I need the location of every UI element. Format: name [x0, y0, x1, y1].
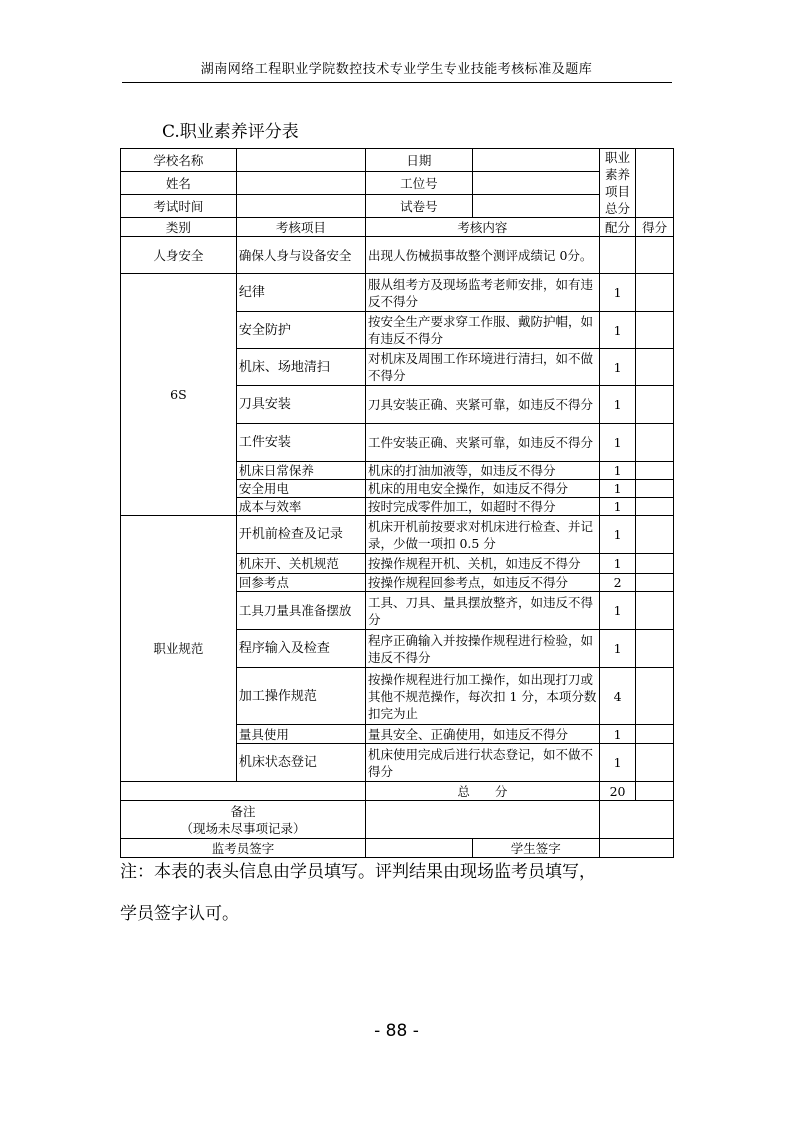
total-row-blank — [121, 782, 366, 801]
content-cell: 服从组考方及现场监考老师安排，如有违反不得分 — [365, 274, 599, 312]
score-field[interactable] — [636, 516, 674, 554]
content-cell: 按操作规程进行加工操作，如出现打刀或其他不规范操作，每次扣 1 分，本项分数扣完为止 — [365, 668, 599, 725]
job-no-field[interactable] — [472, 172, 599, 195]
total-row — [121, 782, 674, 801]
item-cell: 机床日常保养 — [236, 462, 365, 480]
points-cell: 1 — [599, 744, 636, 782]
item-cell: 成本与效率 — [236, 498, 365, 516]
category-6s: 6S — [121, 274, 237, 516]
table-row — [121, 274, 674, 312]
school-label: 学校名称 — [121, 149, 237, 172]
points-cell: 1 — [599, 480, 636, 498]
signature-row — [121, 839, 674, 858]
table-row — [121, 237, 674, 274]
note-line-2: 学员签字认可。 — [120, 904, 239, 924]
remarks-label: 备注 — [230, 803, 256, 819]
score-field[interactable] — [636, 744, 674, 782]
remarks-field[interactable] — [365, 801, 599, 839]
remarks-extra-field[interactable] — [599, 801, 673, 839]
item-cell: 程序输入及检查 — [236, 630, 365, 668]
paper-no-label: 试卷号 — [365, 195, 472, 218]
points-cell: 1 — [599, 312, 636, 349]
col-points: 配分 — [599, 218, 636, 237]
item-cell: 安全用电 — [236, 480, 365, 498]
content-cell: 按时完成零件加工，如超时不得分 — [365, 498, 599, 516]
content-cell: 出现人伤械损事故整个测评成绩记 0分。 — [365, 237, 599, 274]
note-line-1: 注：本表的表头信息由学员填写。评判结果由现场监考员填写， — [120, 862, 596, 882]
paper-no-field[interactable] — [472, 195, 599, 218]
total-score-field[interactable] — [636, 149, 674, 218]
item-cell: 机床开、关机规范 — [236, 554, 365, 574]
item-cell: 加工操作规范 — [236, 668, 365, 725]
score-field[interactable] — [636, 274, 674, 312]
score-field[interactable] — [636, 630, 674, 668]
remarks-label-cell — [121, 801, 366, 839]
name-label: 姓名 — [121, 172, 237, 195]
col-category: 类别 — [121, 218, 237, 237]
content-cell: 对机床及周围工作环境进行清扫，如不做不得分 — [365, 349, 599, 386]
score-field[interactable] — [636, 480, 674, 498]
item-cell: 确保人身与设备安全 — [236, 237, 365, 274]
points-cell: 4 — [599, 668, 636, 725]
score-field[interactable] — [636, 592, 674, 630]
item-cell: 工件安装 — [236, 424, 365, 462]
points-cell: 1 — [599, 498, 636, 516]
points-cell — [599, 237, 636, 274]
item-cell: 量具使用 — [236, 725, 365, 744]
proctor-signature-field[interactable] — [365, 839, 472, 858]
proctor-signature-label: 监考员签字 — [121, 839, 366, 858]
total-label: 职业素养项目总分 — [599, 149, 636, 218]
form-row-name — [121, 172, 674, 195]
points-cell: 1 — [599, 424, 636, 462]
category-personal-safety: 人身安全 — [121, 237, 237, 274]
item-cell: 安全防护 — [236, 312, 365, 349]
exam-time-label: 考试时间 — [121, 195, 237, 218]
student-signature-label: 学生签字 — [472, 839, 599, 858]
item-cell: 纪律 — [236, 274, 365, 312]
category-professional-norms: 职业规范 — [121, 516, 237, 782]
total-row-label: 总 分 — [365, 782, 599, 801]
score-field[interactable] — [636, 725, 674, 744]
scoring-table — [120, 148, 674, 858]
col-content: 考核内容 — [365, 218, 599, 237]
header-rule — [122, 82, 672, 83]
student-signature-field[interactable] — [599, 839, 673, 858]
score-field[interactable] — [636, 668, 674, 725]
content-cell: 机床使用完成后进行状态登记，如不做不得分 — [365, 744, 599, 782]
col-score: 得分 — [636, 218, 674, 237]
column-header-row — [121, 218, 674, 237]
remarks-sublabel: （现场未尽事项记录） — [180, 820, 306, 836]
points-cell: 1 — [599, 349, 636, 386]
points-cell: 2 — [599, 574, 636, 592]
item-cell: 机床状态登记 — [236, 744, 365, 782]
col-item: 考核项目 — [236, 218, 365, 237]
points-cell: 1 — [599, 386, 636, 424]
score-field[interactable] — [636, 237, 674, 274]
content-cell: 刀具安装正确、夹紧可靠，如违反不得分 — [365, 386, 599, 424]
points-cell: 1 — [599, 725, 636, 744]
content-cell: 按操作规程回参考点，如违反不得分 — [365, 574, 599, 592]
score-field[interactable] — [636, 462, 674, 480]
content-cell: 按安全生产要求穿工作服、戴防护帽，如有违反不得分 — [365, 312, 599, 349]
date-label: 日期 — [365, 149, 472, 172]
content-cell: 工具、刀具、量具摆放整齐，如违反不得分 — [365, 592, 599, 630]
name-field[interactable] — [236, 172, 365, 195]
date-field[interactable] — [472, 149, 599, 172]
form-row-exam — [121, 195, 674, 218]
score-field[interactable] — [636, 349, 674, 386]
points-cell: 1 — [599, 630, 636, 668]
points-cell: 1 — [599, 592, 636, 630]
job-no-label: 工位号 — [365, 172, 472, 195]
page-number: - 88 - — [374, 1021, 419, 1041]
score-field[interactable] — [636, 312, 674, 349]
running-header: 湖南网络工程职业学院数控技术专业学生专业技能考核标准及题库 — [200, 62, 593, 77]
content-cell: 量具安全、正确使用，如违反不得分 — [365, 725, 599, 744]
content-cell: 按操作规程开机、关机，如违反不得分 — [365, 554, 599, 574]
content-cell: 程序正确输入并按操作规程进行检验，如违反不得分 — [365, 630, 599, 668]
total-row-score-field[interactable] — [636, 782, 674, 801]
score-field[interactable] — [636, 386, 674, 424]
item-cell: 回参考点 — [236, 574, 365, 592]
content-cell: 工件安装正确、夹紧可靠，如违反不得分 — [365, 424, 599, 462]
score-field[interactable] — [636, 574, 674, 592]
points-cell: 1 — [599, 554, 636, 574]
points-cell: 1 — [599, 274, 636, 312]
points-cell: 1 — [599, 462, 636, 480]
section-title: C.职业素养评分表 — [162, 122, 299, 142]
score-field[interactable] — [636, 424, 674, 462]
total-row-points: 20 — [599, 782, 636, 801]
content-cell: 机床开机前按要求对机床进行检查、并记录，少做一项扣 0.5 分 — [365, 516, 599, 554]
school-field[interactable] — [236, 149, 365, 172]
score-field[interactable] — [636, 498, 674, 516]
item-cell: 开机前检查及记录 — [236, 516, 365, 554]
score-field[interactable] — [636, 554, 674, 574]
item-cell: 机床、场地清扫 — [236, 349, 365, 386]
item-cell: 工具刀量具准备摆放 — [236, 592, 365, 630]
remarks-row — [121, 801, 674, 839]
table-row — [121, 516, 674, 554]
form-row-school — [121, 149, 674, 172]
content-cell: 机床的打油加液等，如违反不得分 — [365, 462, 599, 480]
content-cell: 机床的用电安全操作，如违反不得分 — [365, 480, 599, 498]
points-cell: 1 — [599, 516, 636, 554]
item-cell: 刀具安装 — [236, 386, 365, 424]
exam-time-field[interactable] — [236, 195, 365, 218]
